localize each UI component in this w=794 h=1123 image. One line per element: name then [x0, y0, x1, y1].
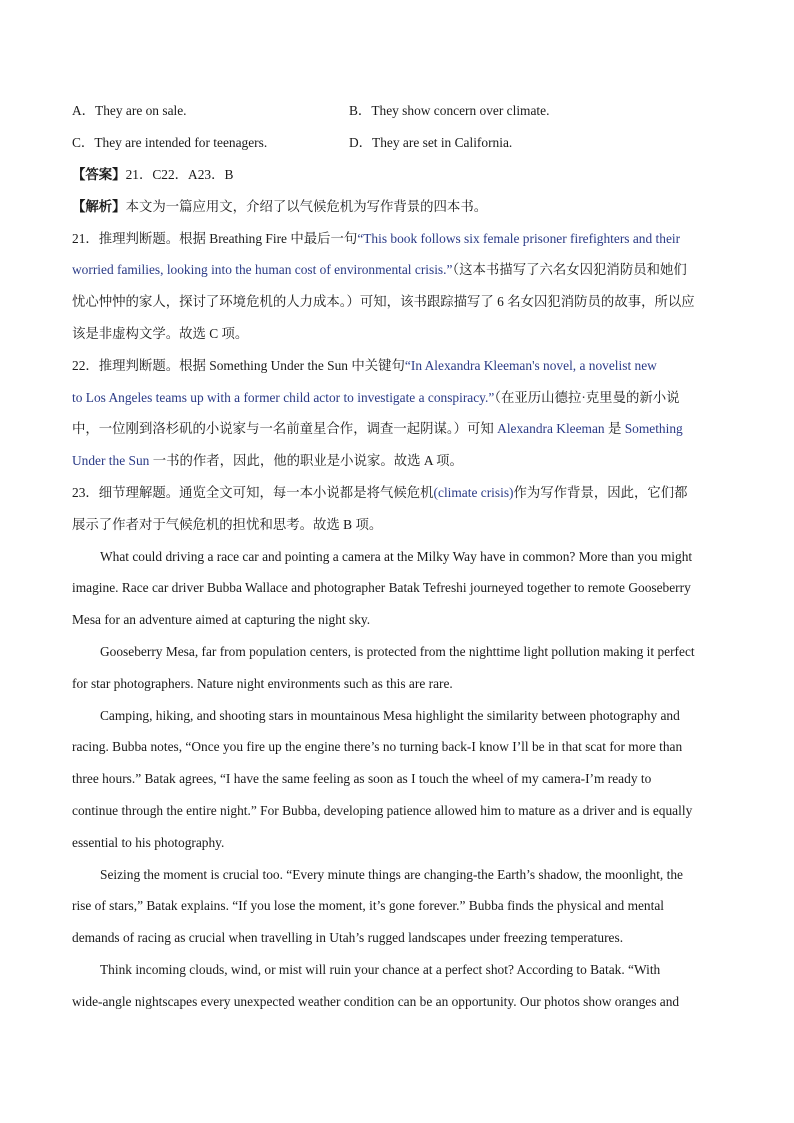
- q22-mid: 中关键句: [348, 358, 405, 373]
- q21-book: Breathing Fire: [209, 231, 287, 246]
- q22-author: Alexandra Kleeman: [497, 421, 605, 436]
- q22-book-2b: Under the Sun: [72, 453, 150, 468]
- q22-pre: 22．推理判断题。根据: [72, 358, 210, 373]
- option-a: A．They are on sale.: [72, 103, 187, 118]
- q21-line-4: 该是非虚构文学。故选 C 项。: [72, 326, 249, 341]
- q21-line-2: [72, 262, 687, 278]
- q22-quote-1: “In Alexandra Kleeman's novel, a novelist new: [404, 358, 657, 373]
- passage-line: continue through the entire night.” For Bubba, developing patience allowed him to mature as a driver and is equally: [72, 803, 693, 818]
- q22-line-1: [72, 358, 657, 374]
- analysis-label: 【解析】: [72, 199, 126, 214]
- q22-line-4: [72, 453, 463, 469]
- q22-line-3b: 是: [604, 421, 625, 436]
- passage-line: rise of stars,” Batak explains. “If you lose the moment, it’s gone forever.” Bubba finds the physical and mental: [72, 898, 665, 913]
- q21-line-3: 忧心忡忡的家人，探讨了环境危机的人力成本。）可知，该书跟踪描写了 6 名女囚犯消防员的故事，所以应: [72, 294, 695, 309]
- q22-quote-2: to Los Angeles teams up with a former child actor to investigate a conspiracy.”: [72, 390, 495, 405]
- option-c: C．They are intended for teenagers.: [72, 135, 268, 150]
- passage-line: essential to his photography.: [72, 835, 225, 850]
- option-b: B．They show concern over climate.: [349, 103, 550, 118]
- passage-line: racing. Bubba notes, “Once you fire up the engine there’s no turning back-I know I’ll be in that scat for more than: [72, 739, 683, 754]
- q22-book: Something Under the Sun: [209, 358, 348, 373]
- passage-line: Mesa for an adventure aimed at capturing the night sky.: [72, 612, 371, 627]
- answer-label: 【答案】: [72, 167, 126, 182]
- answer-line: [72, 167, 233, 183]
- answer-text: 21．C22．A23．B: [125, 167, 234, 182]
- passage-line: three hours.” Batak agrees, “I have the same feeling as soon as I touch the wheel of my camera-I’m ready to: [72, 771, 652, 786]
- q23-line-2: 展示了作者对于气候危机的担忧和思考。故选 B 项。: [72, 517, 383, 532]
- q21-pre: 21．推理判断题。根据: [72, 231, 210, 246]
- passage-line: What could driving a race car and pointing a camera at the Milky Way have in common? More than you might: [100, 549, 693, 564]
- passage-line: Camping, hiking, and shooting stars in mountainous Mesa highlight the similarity between photography and: [100, 708, 680, 723]
- q22-line-3: [72, 421, 683, 437]
- passage-line: demands of racing as crucial when travelling in Utah’s rugged landscapes under freezing temperatures.: [72, 930, 624, 945]
- q22-line-4-text: 一书的作者，因此，他的职业是小说家。故选 A 项。: [149, 453, 463, 468]
- q22-line-2: [72, 390, 680, 406]
- q22-translation-1: （在亚历山德拉·克里曼的新小说: [494, 390, 680, 405]
- q23-line-1a: 23．细节理解题。通览全文可知，每一本小说都是将气候危机: [72, 485, 434, 500]
- q22-line-3a: 中，一位刚到洛杉矶的小说家与一名前童星合作，调查一起阴谋。）可知: [72, 421, 498, 436]
- q23-line-1: [72, 485, 688, 501]
- passage-line: wide-angle nightscapes every unexpected weather condition can be an opportunity. Our photos show oranges and: [72, 994, 680, 1009]
- analysis-intro: 本文为一篇应用文，介绍了以气候危机为写作背景的四本书。: [125, 199, 488, 214]
- q21-quote-2: worried families, looking into the human cost of environmental crisis.”: [72, 262, 453, 277]
- q21-quote-1: “This book follows six female prisoner firefighters and their: [357, 231, 681, 246]
- q21-translation-1: （这本书描写了六名女囚犯消防员和她们: [452, 262, 687, 277]
- q23-term: (climate crisis): [433, 485, 514, 500]
- passage-line: Think incoming clouds, wind, or mist will ruin your chance at a perfect shot? According to Batak. “With: [100, 962, 661, 977]
- passage-line: for star photographers. Nature night environments such as this are rare.: [72, 676, 453, 691]
- q21-mid: 中最后一句: [287, 231, 358, 246]
- passage-line: Seizing the moment is crucial too. “Every minute things are changing-the Earth’s shadow, the moonlight, the: [100, 867, 683, 882]
- passage-line: imagine. Race car driver Bubba Wallace and photographer Batak Tefreshi journeyed together to remote Gooseberry: [72, 580, 691, 595]
- analysis-intro-line: [72, 199, 487, 215]
- passage-line: Gooseberry Mesa, far from population centers, is protected from the nighttime light pollution making it perfect: [100, 644, 695, 659]
- q23-line-1b: 作为写作背景，因此，它们都: [513, 485, 688, 500]
- q22-book-2a: Something: [624, 421, 683, 436]
- option-d: D．They are set in California.: [349, 135, 513, 150]
- q21-line-1: [72, 231, 680, 247]
